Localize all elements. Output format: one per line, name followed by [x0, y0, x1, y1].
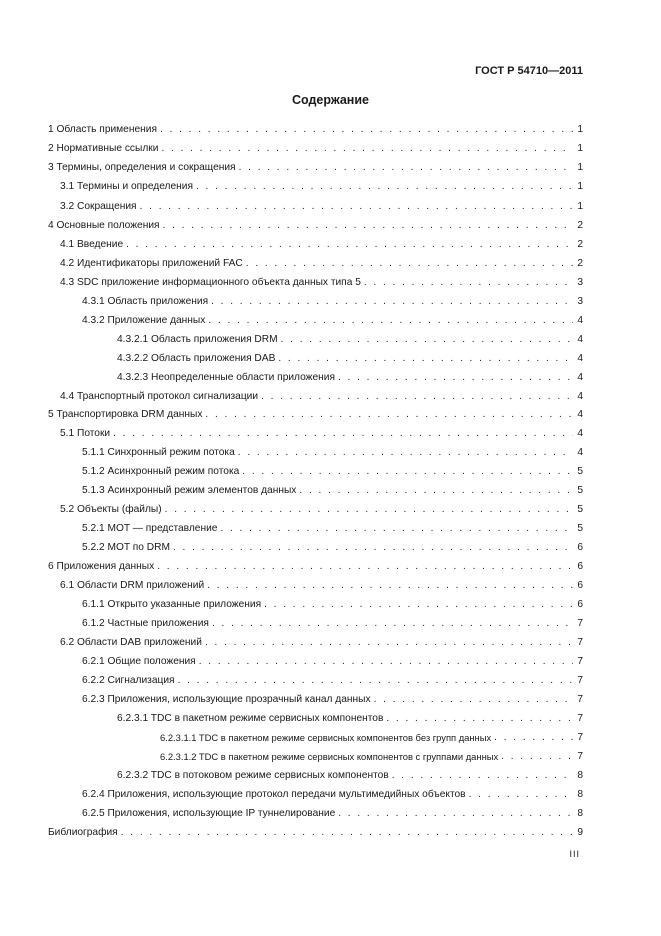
toc-entry[interactable]	[82, 446, 583, 459]
toc-leader-dots	[208, 314, 573, 327]
toc-leader-dots	[196, 180, 573, 193]
toc-entry-title: 6.1.1 Открыто указанные приложения	[82, 599, 262, 610]
toc-entry-page: 3	[577, 277, 583, 288]
toc-entry-page: 7	[577, 694, 583, 705]
toc-entry-page: 7	[577, 637, 583, 648]
toc-entry[interactable]	[60, 503, 583, 516]
toc-entry[interactable]	[48, 142, 583, 155]
toc-entry-title: 5.2 Объекты (файлы)	[60, 504, 162, 515]
toc-leader-dots	[212, 617, 573, 630]
toc-leader-dots	[161, 142, 573, 155]
toc-leader-dots	[163, 219, 574, 232]
toc-leader-dots	[205, 408, 573, 421]
document-code: ГОСТ Р 54710—2011	[475, 65, 583, 77]
toc-entry-title: 6.2.4 Приложения, использующие протокол передачи мультимедийных объектов	[82, 789, 466, 800]
toc-leader-dots	[264, 598, 573, 611]
toc-entry[interactable]	[82, 465, 583, 478]
toc-entry-page: 7	[577, 732, 583, 743]
toc-entry-title: 6.2 Области DAB приложений	[60, 637, 202, 648]
toc-entry-title: 4.3.2 Приложение данных	[82, 315, 206, 326]
toc-entry-page: 7	[577, 675, 583, 686]
toc-entry-title: 4.4 Транспортный протокол сигнализации	[60, 391, 259, 402]
toc-entry-title: 4.3.1 Область приложения	[82, 296, 209, 307]
toc-entry[interactable]	[60, 390, 583, 403]
toc-entry-title: 4.3.2.1 Область приложения DRM	[117, 334, 278, 345]
toc-leader-dots	[494, 731, 573, 744]
toc-entry-title: 1 Область применения	[48, 124, 157, 135]
toc-leader-dots	[121, 826, 574, 839]
toc-entry-title: 6.2.5 Приложения, использующие IP туннелирование	[82, 808, 336, 819]
toc-entry-title: 6.2.2 Сигнализация	[82, 675, 175, 686]
toc-entry-page: 8	[577, 789, 583, 800]
toc-entry-title: 4.3.2.3 Неопределенные области приложения	[117, 372, 335, 383]
toc-entry-title: 5.1.3 Асинхронный режим элементов данных	[82, 485, 297, 496]
toc-entry[interactable]	[60, 180, 583, 193]
toc-entry[interactable]	[82, 674, 583, 687]
toc-leader-dots	[338, 807, 573, 820]
toc-entry-title: 6.2.3.1.1 TDC в пакетном режиме сервисных компонентов без групп данных	[160, 732, 492, 743]
toc-entry-title: 6 Приложения данных	[48, 561, 155, 572]
toc-entry[interactable]	[117, 333, 583, 346]
toc-leader-dots	[469, 788, 574, 801]
toc-leader-dots	[173, 541, 573, 554]
toc-entry-page: 7	[577, 656, 583, 667]
toc-leader-dots	[165, 503, 574, 516]
toc-entry-page: 4	[577, 372, 583, 383]
toc-entry-title: 4.3 SDC приложение информационного объекта данных типа 5	[60, 277, 361, 288]
toc-entry-page: 4	[577, 315, 583, 326]
toc-entry[interactable]	[160, 750, 583, 763]
toc-entry-page: 4	[577, 391, 583, 402]
toc-entry-page: 8	[577, 770, 583, 781]
toc-entry-page: 7	[577, 713, 583, 724]
toc-entry[interactable]	[60, 238, 583, 251]
toc-entry-title: 6.2.3 Приложения, использующие прозрачный канал данных	[82, 694, 371, 705]
toc-entry-page: 9	[577, 827, 583, 838]
toc-entry-page: 1	[577, 181, 583, 192]
toc-leader-dots	[126, 238, 573, 251]
toc-entry-page: 6	[577, 599, 583, 610]
toc-leader-dots	[364, 276, 573, 289]
toc-entry-page: 4	[577, 334, 583, 345]
toc-entry[interactable]	[82, 598, 583, 611]
toc-entry[interactable]	[60, 276, 583, 289]
toc-entry[interactable]	[82, 522, 583, 535]
toc-entry-page: 5	[577, 523, 583, 534]
toc-leader-dots	[207, 579, 573, 592]
toc-leader-dots	[238, 446, 574, 459]
toc-entry[interactable]	[48, 123, 583, 136]
toc-leader-dots	[278, 352, 573, 365]
toc-leader-dots	[239, 161, 574, 174]
toc-leader-dots	[374, 693, 574, 706]
toc-entry[interactable]	[48, 560, 583, 573]
toc-leader-dots	[113, 427, 573, 440]
toc-entry-title: 4.3.2.2 Область приложения DAB	[117, 353, 276, 364]
toc-entry-page: 2	[577, 239, 583, 250]
toc-entry[interactable]	[82, 484, 583, 497]
toc-entry-page: 1	[577, 201, 583, 212]
toc-entry-title: 5.1.2 Асинхронный режим потока	[82, 466, 240, 477]
toc-entry-page: 6	[577, 561, 583, 572]
toc-entry[interactable]	[82, 295, 583, 308]
toc-leader-dots	[392, 769, 574, 782]
toc-entry-title: 6.2.3.1.2 TDC в пакетном режиме сервисных компонентов с группами данных	[160, 751, 499, 762]
toc-leader-dots	[501, 750, 573, 763]
toc-entry-title: 5.1.1 Синхронный режим потока	[82, 447, 235, 458]
toc-entry-title: 6.1.2 Частные приложения	[82, 618, 209, 629]
toc-entry-title: 5.1 Потоки	[60, 428, 111, 439]
toc-entry[interactable]	[117, 371, 583, 384]
toc-entry-page: 5	[577, 466, 583, 477]
toc-leader-dots	[386, 712, 573, 725]
toc-leader-dots	[205, 636, 573, 649]
toc-entry-title: 6.2.3.2 TDC в потоковом режиме сервисных компонентов	[117, 770, 389, 781]
toc-entry[interactable]	[82, 314, 583, 327]
toc-entry-page: 2	[577, 220, 583, 231]
toc-entry[interactable]	[60, 579, 583, 592]
toc-entry[interactable]	[82, 655, 583, 668]
toc-leader-dots	[338, 371, 573, 384]
toc-entry[interactable]	[82, 541, 583, 554]
toc-entry-title: 3 Термины, определения и сокращения	[48, 162, 236, 173]
toc-entry-title: Библиография	[48, 827, 118, 838]
toc-entry-title: 5 Транспортировка DRM данных	[48, 409, 203, 420]
toc-entry[interactable]	[48, 161, 583, 174]
toc-entry-title: 6.2.3.1 TDC в пакетном режиме сервисных компонентов	[117, 713, 384, 724]
toc-entry[interactable]	[60, 200, 583, 213]
toc-leader-dots	[178, 674, 574, 687]
toc-entry-page: 4	[577, 428, 583, 439]
toc-entry-page: 1	[577, 162, 583, 173]
toc-entry-page: 3	[577, 296, 583, 307]
toc-entry[interactable]	[117, 769, 583, 782]
toc-entry[interactable]	[117, 352, 583, 365]
toc-entry-page: 7	[577, 751, 583, 762]
toc-entry-page: 8	[577, 808, 583, 819]
toc-entry[interactable]	[48, 219, 583, 232]
toc-entry[interactable]	[160, 731, 583, 744]
toc-leader-dots	[299, 484, 573, 497]
toc-entry-title: 3.2 Сокращения	[60, 201, 137, 212]
toc-leader-dots	[160, 123, 573, 136]
toc-entry-title: 2 Нормативные ссылки	[48, 143, 159, 154]
toc-entry[interactable]	[48, 408, 583, 421]
toc-entry-page: 4	[577, 409, 583, 420]
toc-entry[interactable]	[60, 427, 583, 440]
page-number: III	[569, 849, 580, 859]
toc-entry[interactable]	[117, 712, 583, 725]
toc-leader-dots	[199, 655, 574, 668]
toc-entry-title: 6.1 Области DRM приложений	[60, 580, 205, 591]
toc-entry[interactable]	[82, 788, 583, 801]
toc-entry-page: 6	[577, 542, 583, 553]
toc-entry[interactable]	[82, 693, 583, 706]
toc-entry[interactable]	[82, 617, 583, 630]
toc-entry-page: 6	[577, 580, 583, 591]
toc-leader-dots	[211, 295, 573, 308]
toc-leader-dots	[220, 522, 573, 535]
toc-entry[interactable]	[60, 636, 583, 649]
toc-entry[interactable]	[82, 807, 583, 820]
toc-leader-dots	[261, 390, 573, 403]
toc-entry-title: 5.2.2 MOT по DRM	[82, 542, 170, 553]
toc-entry[interactable]	[60, 257, 583, 270]
toc-entry-page: 4	[577, 353, 583, 364]
page-title: Содержание	[291, 93, 369, 107]
toc-leader-dots	[246, 257, 574, 270]
toc-entry-page: 1	[577, 143, 583, 154]
toc-entry-page: 7	[577, 618, 583, 629]
toc-entry[interactable]	[48, 826, 583, 839]
toc-entry-title: 4.1 Введение	[60, 239, 124, 250]
toc-entry-title: 4 Основные положения	[48, 220, 160, 231]
toc-entry-page: 5	[577, 504, 583, 515]
toc-leader-dots	[157, 560, 573, 573]
toc-entry-title: 4.2 Идентификаторы приложений FAC	[60, 258, 243, 269]
toc-entry-page: 4	[577, 447, 583, 458]
toc-entry-title: 3.1 Термины и определения	[60, 181, 193, 192]
toc-entry-page: 1	[577, 124, 583, 135]
toc-leader-dots	[242, 465, 573, 478]
toc-entry-title: 6.2.1 Общие положения	[82, 656, 196, 667]
toc-leader-dots	[140, 200, 574, 213]
toc-leader-dots	[281, 333, 574, 346]
toc-entry-title: 5.2.1 MOT — представление	[82, 523, 218, 534]
toc-entry-page: 5	[577, 485, 583, 496]
toc-entry-page: 2	[577, 258, 583, 269]
